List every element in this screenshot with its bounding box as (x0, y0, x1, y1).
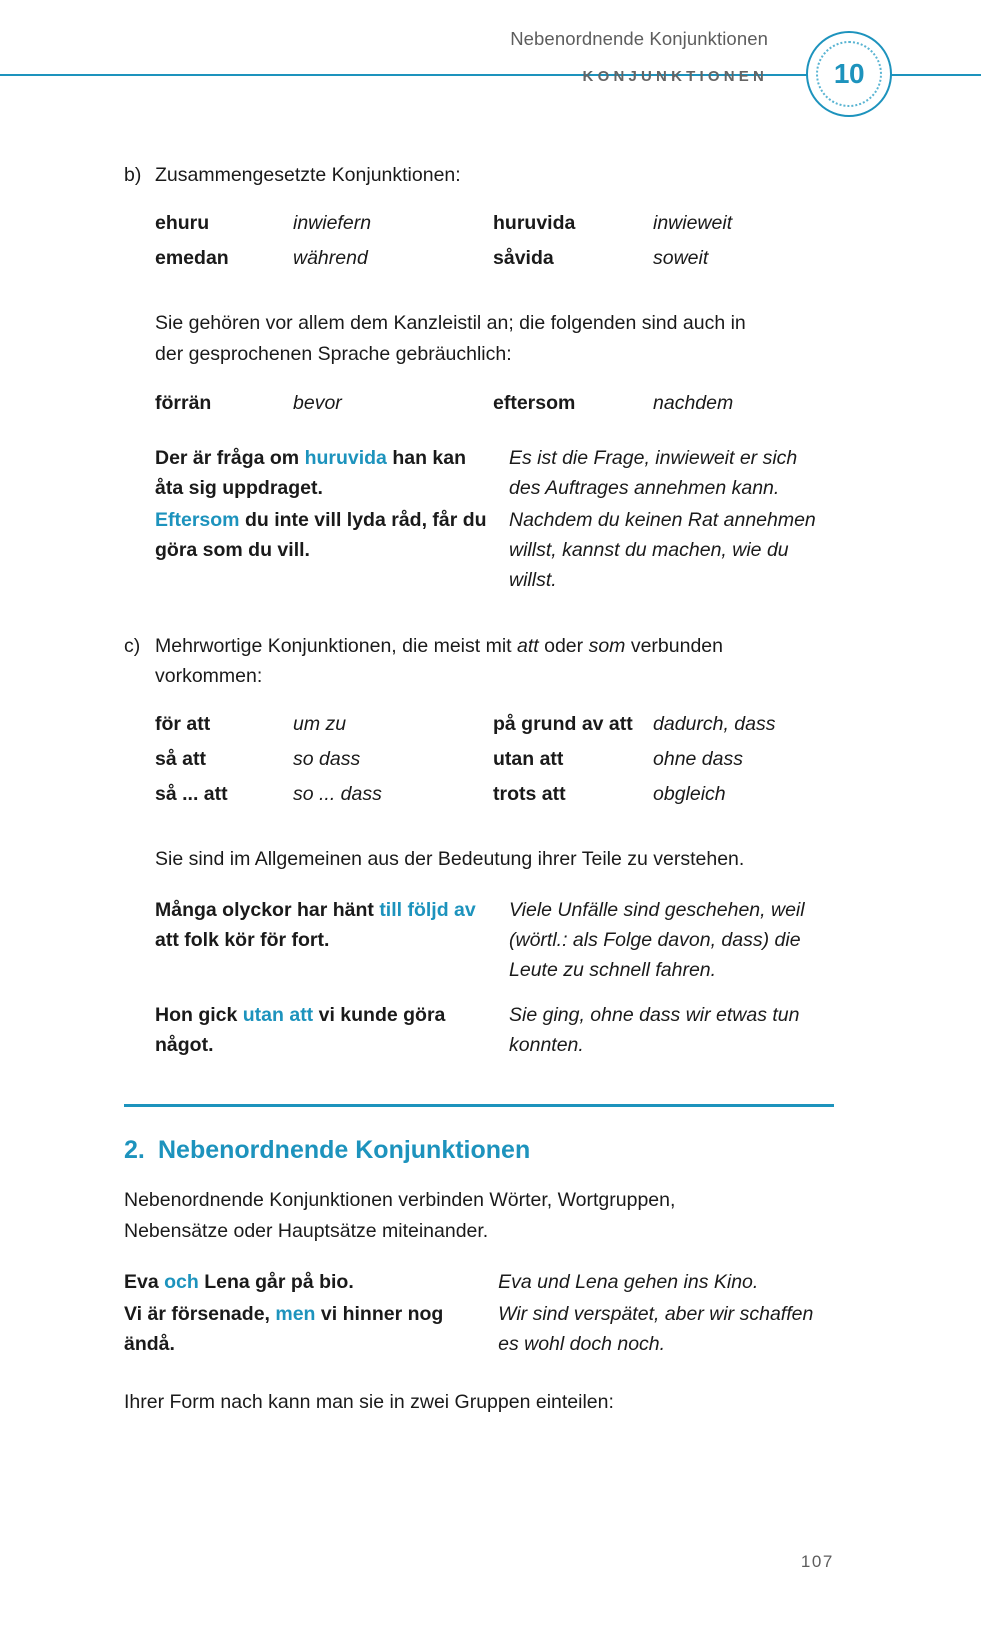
highlight-word: utan att (242, 1004, 314, 1026)
list-marker-c: c) (124, 635, 141, 657)
example-swedish (155, 895, 509, 987)
example-row (155, 895, 834, 987)
word-de: bevor (293, 392, 342, 414)
highlight-word: men (275, 1303, 316, 1325)
example-row (124, 1267, 834, 1299)
example-german: Es ist die Frage, inwieweit er sich des Auftrages annehmen kann. (509, 447, 798, 499)
paragraph-line: Nebensätze oder Hauptsätze miteinander. (124, 1220, 489, 1242)
word-sv: så ... att (155, 783, 228, 805)
list-heading-b: Zusammengesetzte Konjunktionen: (155, 164, 461, 186)
example-table-b (155, 443, 834, 597)
example-row (155, 443, 834, 505)
example-swedish (124, 1267, 498, 1299)
running-title: Nebenordnende Konjunktionen (510, 28, 768, 49)
example-text: vi hinner nog ändå. (124, 1303, 444, 1355)
paragraph-line: Sie gehören vor allem dem Kanzleistil an; die folgenden sind auch in (155, 312, 746, 334)
word-de: inwieweit (653, 212, 733, 234)
list-item-c (124, 631, 834, 691)
example-row (124, 1299, 834, 1361)
word-de: während (293, 247, 368, 269)
example-german: Nachdem du keinen Rat annehmen willst, kannst du machen, wie du willst. (509, 509, 816, 591)
table-row (155, 744, 776, 779)
word-sv: så att (155, 748, 206, 770)
chapter-badge (806, 31, 892, 117)
highlight-word: Eftersom (155, 509, 240, 531)
paragraph-line: der gesprochenen Sprache gebräuchlich: (155, 343, 512, 365)
example-german: Viele Unfälle sind geschehen, weil (wörtl.: als Folge davon, dass) die Leute zu schnell fahren. (509, 899, 805, 981)
word-sv: emedan (155, 247, 229, 269)
heading-part: Mehrwortige Konjunktionen, die meist mit (155, 635, 517, 657)
page-header (0, 0, 981, 140)
word-sv: ehuru (155, 212, 210, 234)
table-row (155, 709, 776, 744)
word-de: so dass (293, 748, 361, 770)
example-text: Vi är försenade, (124, 1303, 276, 1325)
section-tag: KONJUNKTIONEN (582, 68, 768, 85)
section-title: Nebenordnende Konjunktionen (158, 1136, 531, 1164)
paragraph-section2-intro (124, 1185, 834, 1247)
word-de: so ... dass (293, 783, 382, 805)
table-row (155, 243, 732, 278)
highlight-word: och (164, 1271, 199, 1293)
word-de: nachdem (653, 392, 734, 414)
list-marker-b: b) (124, 164, 142, 186)
example-table-c (155, 895, 834, 1062)
list-heading-c (155, 631, 834, 691)
word-sv: utan att (493, 748, 564, 770)
word-sv: trots att (493, 783, 566, 805)
word-table-b2 (155, 388, 733, 423)
heading-part: oder (538, 635, 589, 657)
paragraph-kanzleistil (155, 308, 834, 370)
example-german: Eva und Lena gehen ins Kino. (498, 1271, 759, 1293)
example-text: Hon gick (155, 1004, 243, 1026)
table-row (155, 388, 733, 423)
paragraph-line: Nebenordnende Konjunktionen verbinden Wörter, Wortgruppen, (124, 1189, 676, 1211)
word-sv: eftersom (493, 392, 576, 414)
word-de: dadurch, dass (653, 713, 776, 735)
page-number: 107 (800, 1552, 834, 1571)
table-row (155, 208, 732, 243)
example-german: Sie ging, ohne dass wir etwas tun konnten. (509, 1004, 800, 1056)
example-row (155, 505, 834, 597)
word-de: ohne dass (653, 748, 743, 770)
word-sv: såvida (493, 247, 554, 269)
example-swedish (155, 505, 509, 597)
section-number: 2. (124, 1136, 145, 1164)
highlight-word: till följd av (379, 899, 476, 921)
section-heading-2 (124, 1133, 834, 1167)
word-de: um zu (293, 713, 347, 735)
header-text-block (208, 26, 768, 87)
heading-keyword-som: som (588, 635, 626, 657)
list-item-b (124, 160, 834, 190)
example-german: Wir sind verspätet, aber wir schaffen es wohl doch noch. (498, 1303, 814, 1355)
table-row (155, 779, 776, 814)
example-text: Lena går på bio. (198, 1271, 354, 1293)
word-de: inwiefern (293, 212, 372, 234)
example-text: du inte vill lyda råd, får du göra som du vill. (155, 509, 487, 561)
word-de: soweit (653, 247, 709, 269)
example-swedish (124, 1299, 498, 1361)
example-text: Der är fråga om (155, 447, 305, 469)
example-text: vi kunde göra något. (155, 1004, 446, 1056)
example-swedish (155, 987, 509, 1062)
word-table-b1 (155, 208, 732, 278)
highlight-word: huruvida (304, 447, 387, 469)
chapter-number: 10 (833, 58, 865, 89)
example-swedish (155, 443, 509, 505)
example-text: han kan åta sig uppdraget. (155, 447, 467, 499)
paragraph-bedeutung: Sie sind im Allgemeinen aus der Bedeutung ihrer Teile zu verstehen. (155, 848, 745, 870)
word-de: obgleich (653, 783, 726, 805)
paragraph-closing: Ihrer Form nach kann man sie in zwei Gruppen einteilen: (124, 1391, 614, 1413)
section-divider-rule (124, 1104, 834, 1107)
page-content (124, 160, 834, 1418)
word-sv: förrän (155, 392, 212, 414)
word-sv: på grund av att (493, 713, 633, 735)
example-text: Eva (124, 1271, 165, 1293)
heading-part: verbunden vorkommen: (155, 635, 723, 687)
example-row (155, 987, 834, 1062)
word-table-c (155, 709, 776, 814)
example-text: Många olyckor har hänt (155, 899, 380, 921)
word-sv: för att (155, 713, 211, 735)
example-text: att folk kör för fort. (155, 929, 330, 951)
example-table-section2 (124, 1267, 834, 1361)
word-sv: huruvida (493, 212, 576, 234)
heading-keyword-att: att (517, 635, 539, 657)
